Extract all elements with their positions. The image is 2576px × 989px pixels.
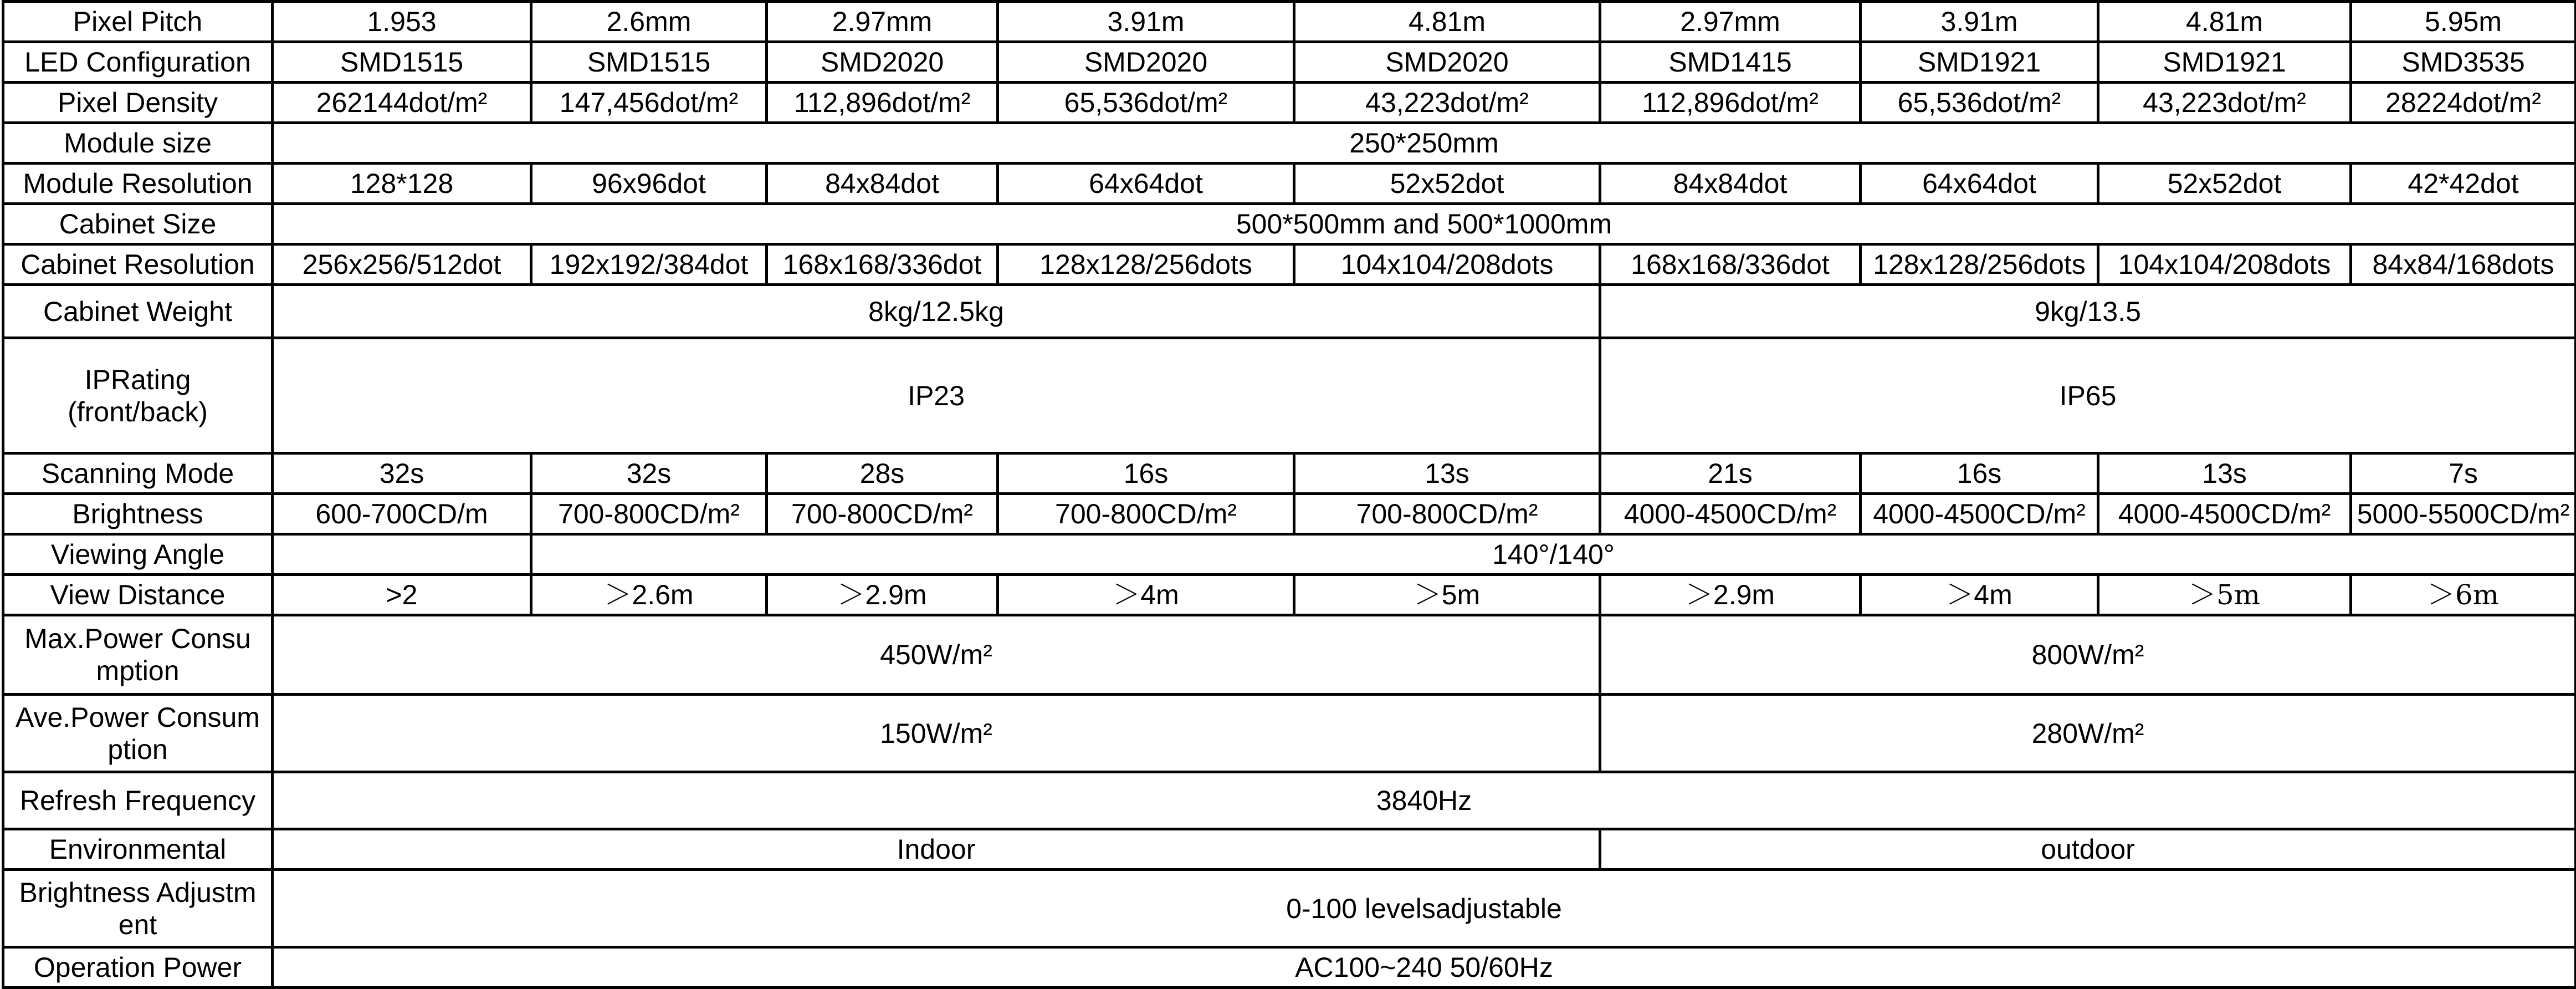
- scanning-mode-cell: 32s: [273, 453, 531, 494]
- view-distance-cell: ＞4m: [1861, 575, 2098, 615]
- cabinet-weight-indoor: 8kg/12.5kg: [273, 285, 1600, 338]
- row-led-configuration: [3, 42, 2576, 83]
- brightness-cell: 700-800CD/m²: [531, 494, 767, 534]
- pixel-pitch-cell: 3.91m: [1861, 2, 2098, 42]
- row-max-power: [3, 615, 2576, 695]
- cabinet-resolution-cell: 104x104/208dots: [1294, 244, 1600, 285]
- led-configuration-cell: SMD1515: [531, 42, 767, 83]
- pixel-pitch-cell: 5.95m: [2351, 2, 2576, 42]
- pixel-density-label: Pixel Density: [3, 83, 273, 123]
- led-configuration-cell: SMD2020: [1294, 42, 1600, 83]
- module-resolution-cell: 84x84dot: [767, 164, 998, 204]
- view-distance-cell: ＞2.6m: [531, 575, 767, 615]
- viewing-angle-empty-cell: [273, 534, 531, 575]
- brightness-cell: 700-800CD/m²: [998, 494, 1294, 534]
- brightness-adjustment-label-line1: Brightness Adjustm: [19, 876, 257, 908]
- row-cabinet-weight: [3, 285, 2576, 338]
- pixel-density-cell: 262144dot/m²: [273, 83, 531, 123]
- module-resolution-cell: 42*42dot: [2351, 164, 2576, 204]
- view-distance-cell: ＞5m: [1294, 575, 1600, 615]
- row-brightness: [3, 494, 2576, 534]
- pixel-pitch-cell: 2.97mm: [767, 2, 998, 42]
- row-viewing-angle: [3, 534, 2576, 575]
- brightness-cell: 700-800CD/m²: [1294, 494, 1600, 534]
- led-configuration-cell: SMD1921: [1861, 42, 2098, 83]
- brightness-cell: 700-800CD/m²: [767, 494, 998, 534]
- led-configuration-cell: SMD2020: [767, 42, 998, 83]
- brightness-cell: 4000-4500CD/m²: [2098, 494, 2351, 534]
- cabinet-size-label: Cabinet Size: [3, 204, 273, 244]
- max-power-label-line1: Max.Power Consu: [24, 623, 251, 654]
- view-distance-cell: ＞6m: [2351, 575, 2576, 615]
- brightness-label: Brightness: [3, 494, 273, 534]
- ave-power-label-line1: Ave.Power Consum: [16, 701, 260, 733]
- view-distance-label: View Distance: [3, 575, 273, 615]
- row-environmental: [3, 829, 2576, 870]
- module-resolution-cell: 64x64dot: [998, 164, 1294, 204]
- operation-power-value: AC100~240 50/60Hz: [273, 947, 2576, 988]
- row-ave-power: [3, 695, 2576, 772]
- scanning-mode-cell: 7s: [2351, 453, 2576, 494]
- environmental-indoor: Indoor: [273, 829, 1600, 870]
- ip-rating-outdoor: IP65: [1600, 338, 2576, 453]
- environmental-outdoor: outdoor: [1600, 829, 2576, 870]
- module-size-value: 250*250mm: [273, 123, 2576, 164]
- max-power-label-line2: mption: [96, 655, 180, 686]
- ip-rating-label: [3, 338, 273, 453]
- cabinet-resolution-cell: 104x104/208dots: [2098, 244, 2351, 285]
- viewing-angle-label: Viewing Angle: [3, 534, 273, 575]
- cabinet-weight-outdoor: 9kg/13.5: [1600, 285, 2576, 338]
- pixel-pitch-cell: 4.81m: [1294, 2, 1600, 42]
- cabinet-resolution-cell: 128x128/256dots: [998, 244, 1294, 285]
- cabinet-resolution-cell: 128x128/256dots: [1861, 244, 2098, 285]
- led-configuration-cell: SMD1515: [273, 42, 531, 83]
- module-resolution-cell: 84x84dot: [1600, 164, 1861, 204]
- led-configuration-cell: SMD1921: [2098, 42, 2351, 83]
- max-power-indoor: 450W/m²: [273, 615, 1600, 695]
- brightness-cell: 4000-4500CD/m²: [1600, 494, 1861, 534]
- scanning-mode-cell: 16s: [998, 453, 1294, 494]
- row-module-size: [3, 123, 2576, 164]
- led-configuration-cell: SMD3535: [2351, 42, 2576, 83]
- pixel-density-cell: 43,223dot/m²: [1294, 83, 1600, 123]
- ip-rating-indoor: IP23: [273, 338, 1600, 453]
- cabinet-resolution-cell: 168x168/336dot: [1600, 244, 1861, 285]
- ip-rating-label-line1: IPRating: [84, 364, 191, 395]
- row-brightness-adjustment: [3, 870, 2576, 947]
- module-resolution-cell: 52x52dot: [2098, 164, 2351, 204]
- row-operation-power: [3, 947, 2576, 988]
- pixel-density-cell: 112,896dot/m²: [1600, 83, 1861, 123]
- view-distance-cell: >2: [273, 575, 531, 615]
- cabinet-resolution-cell: 256x256/512dot: [273, 244, 531, 285]
- row-cabinet-resolution: [3, 244, 2576, 285]
- cabinet-resolution-label: Cabinet Resolution: [3, 244, 273, 285]
- module-resolution-label: Module Resolution: [3, 164, 273, 204]
- pixel-pitch-cell: 2.6mm: [531, 2, 767, 42]
- row-refresh-frequency: [3, 772, 2576, 829]
- module-resolution-cell: 128*128: [273, 164, 531, 204]
- environmental-label: Environmental: [3, 829, 273, 870]
- led-configuration-label: LED Configuration: [3, 42, 273, 83]
- scanning-mode-label: Scanning Mode: [3, 453, 273, 494]
- scanning-mode-cell: 13s: [2098, 453, 2351, 494]
- row-pixel-density: [3, 83, 2576, 123]
- led-spec-table: [2, 0, 2576, 989]
- max-power-label: [3, 615, 273, 695]
- row-ip-rating: [3, 338, 2576, 453]
- brightness-cell: 5000-5500CD/m²: [2351, 494, 2576, 534]
- view-distance-cell: ＞4m: [998, 575, 1294, 615]
- pixel-density-cell: 43,223dot/m²: [2098, 83, 2351, 123]
- module-resolution-cell: 52x52dot: [1294, 164, 1600, 204]
- pixel-density-cell: 147,456dot/m²: [531, 83, 767, 123]
- brightness-adjustment-label: [3, 870, 273, 947]
- pixel-density-cell: 65,536dot/m²: [998, 83, 1294, 123]
- ave-power-indoor: 150W/m²: [273, 695, 1600, 772]
- scanning-mode-cell: 13s: [1294, 453, 1600, 494]
- ave-power-label-line2: ption: [107, 733, 168, 765]
- viewing-angle-value: 140°/140°: [531, 534, 2576, 575]
- module-resolution-cell: 96x96dot: [531, 164, 767, 204]
- pixel-pitch-cell: 3.91m: [998, 2, 1294, 42]
- brightness-adjustment-value: 0-100 levelsadjustable: [273, 870, 2576, 947]
- row-scanning-mode: [3, 453, 2576, 494]
- refresh-frequency-value: 3840Hz: [273, 772, 2576, 829]
- ave-power-outdoor: 280W/m²: [1600, 695, 2576, 772]
- row-pixel-pitch: [3, 2, 2576, 42]
- led-configuration-cell: SMD1415: [1600, 42, 1861, 83]
- cabinet-resolution-cell: 192x192/384dot: [531, 244, 767, 285]
- scanning-mode-cell: 16s: [1861, 453, 2098, 494]
- brightness-cell: 4000-4500CD/m²: [1861, 494, 2098, 534]
- pixel-density-cell: 65,536dot/m²: [1861, 83, 2098, 123]
- row-view-distance: [3, 575, 2576, 615]
- brightness-cell: 600-700CD/m: [273, 494, 531, 534]
- module-resolution-cell: 64x64dot: [1861, 164, 2098, 204]
- view-distance-cell: ＞2.9m: [767, 575, 998, 615]
- view-distance-cell: ＞2.9m: [1600, 575, 1861, 615]
- ip-rating-label-line2: (front/back): [68, 396, 208, 427]
- cabinet-size-value: 500*500mm and 500*1000mm: [273, 204, 2576, 244]
- pixel-pitch-cell: 4.81m: [2098, 2, 2351, 42]
- pixel-pitch-cell: 1.953: [273, 2, 531, 42]
- pixel-density-cell: 28224dot/m²: [2351, 83, 2576, 123]
- led-configuration-cell: SMD2020: [998, 42, 1294, 83]
- max-power-outdoor: 800W/m²: [1600, 615, 2576, 695]
- row-module-resolution: [3, 164, 2576, 204]
- refresh-frequency-label: Refresh Frequency: [3, 772, 273, 829]
- pixel-density-cell: 112,896dot/m²: [767, 83, 998, 123]
- cabinet-weight-label: Cabinet Weight: [3, 285, 273, 338]
- cabinet-resolution-cell: 168x168/336dot: [767, 244, 998, 285]
- operation-power-label: Operation Power: [3, 947, 273, 988]
- brightness-adjustment-label-line2: ent: [118, 909, 157, 940]
- ave-power-label: [3, 695, 273, 772]
- scanning-mode-cell: 21s: [1600, 453, 1861, 494]
- scanning-mode-cell: 28s: [767, 453, 998, 494]
- pixel-pitch-cell: 2.97mm: [1600, 2, 1861, 42]
- pixel-pitch-label: Pixel Pitch: [3, 2, 273, 42]
- view-distance-cell: ＞5m: [2098, 575, 2351, 615]
- module-size-label: Module size: [3, 123, 273, 164]
- cabinet-resolution-cell: 84x84/168dots: [2351, 244, 2576, 285]
- scanning-mode-cell: 32s: [531, 453, 767, 494]
- row-cabinet-size: [3, 204, 2576, 244]
